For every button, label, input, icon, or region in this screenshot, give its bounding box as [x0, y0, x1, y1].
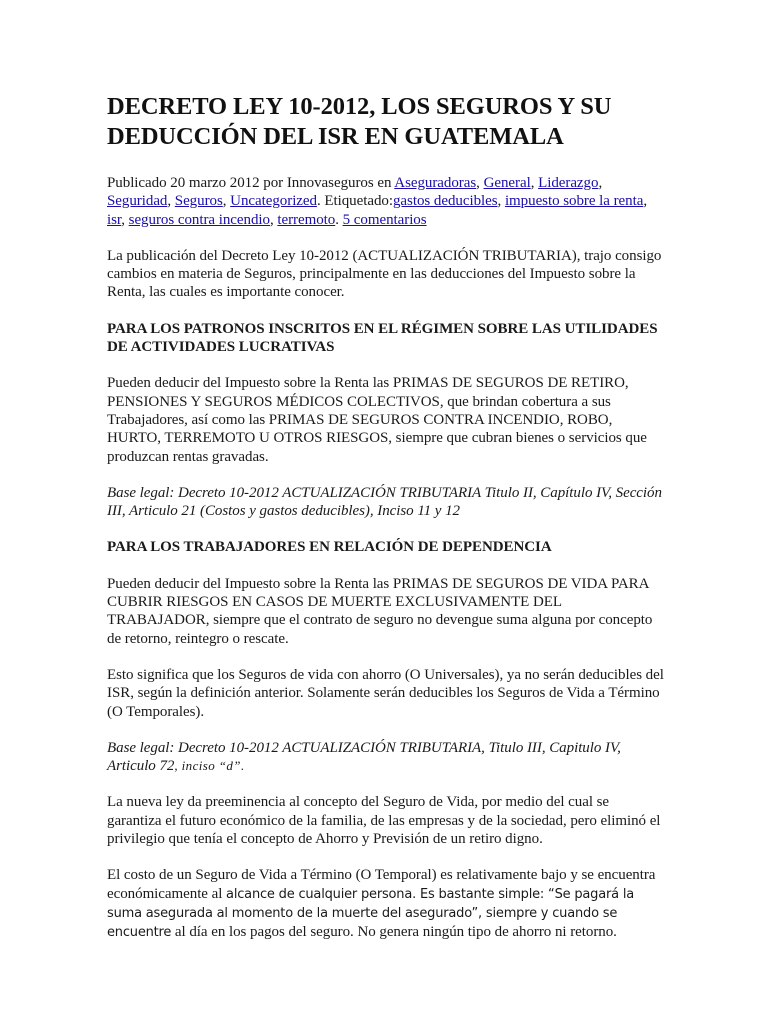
- section-heading-trabajadores: PARA LOS TRABAJADORES EN RELACIÓN DE DEPENDENCIA: [107, 539, 552, 556]
- article-title: DECRETO LEY 10-2012, LOS SEGUROS Y SU DEDUCCIÓN DEL ISR EN GUATEMALA: [107, 93, 612, 150]
- tags-label: . Etiquetado:: [316, 193, 393, 210]
- section-heading-patronos: PARA LOS PATRONOS INSCRITOS EN EL RÉGIMEN SOBRE LAS UTILIDADES DE ACTIVIDADES LUCRATIVAS: [107, 320, 658, 356]
- category-link-general[interactable]: General: [483, 175, 531, 191]
- category-link-uncategorized[interactable]: Uncategorized: [230, 193, 317, 210]
- article: [107, 92, 667, 961]
- published-info: Publicado 20 marzo 2012 por Innovaseguros en: [107, 175, 395, 191]
- closing-paragraph-2: El costo de un Seguro de Vida a Término (O Temporal) es relativamente bajo y se encuentra económicamente al alcance de cualquier persona. Es bastante simple: “Se pagará la suma asegurada al momento de la muerte del asegurado”, siempre y cuando se encuentre al día en los pagos del seguro. No genera ningún tipo de ahorro ni retorno.: [107, 867, 656, 941]
- category-link-aseguradoras[interactable]: Aseguradoras: [394, 175, 477, 191]
- tag-link-seguros-contra-incendio[interactable]: seguros contra incendio: [128, 211, 270, 228]
- tag-link-isr[interactable]: isr: [107, 211, 122, 228]
- legal-basis-trabajadores: Base legal: Decreto 10-2012 ACTUALIZACIÓN TRIBUTARIA, Titulo III, Capitulo IV, Articulo 72, inciso “d”.: [107, 739, 621, 775]
- category-link-seguridad[interactable]: Seguridad: [107, 193, 168, 210]
- category-link-liderazgo[interactable]: Liderazgo: [538, 175, 599, 191]
- meaning-paragraph: Esto significa que los Seguros de vida con ahorro (O Universales), ya no serán deducibles del ISR, según la definición anterior. Solamente serán deducibles los Seguros de Vida a Término (O Temporales).: [107, 666, 664, 720]
- tag-link-gastos-deducibles[interactable]: gastos deducibles: [392, 193, 498, 210]
- comments-link[interactable]: 5 comentarios: [342, 211, 427, 228]
- legal-basis-patronos: Base legal: Decreto 10-2012 ACTUALIZACIÓN TRIBUTARIA Titulo II, Capítulo IV, Sección III, Articulo 21 (Costos y gastos deducibles), Inciso 11 y 12: [107, 484, 662, 520]
- post-meta: Publicado 20 marzo 2012 por Innovaseguros en Aseguradoras, General, Liderazgo, Seguridad, Seguros, Uncategorized. Etiquetado:gastos deducibles, impuesto sobre la renta, isr, seguros contra incendio, terremoto. 5 comentarios: [107, 175, 648, 228]
- intro-paragraph: La publicación del Decreto Ley 10-2012 (ACTUALIZACIÓN TRIBUTARIA), trajo consigo cambios en materia de Seguros, principalmente en las deducciones del Impuesto sobre la Renta, las cuales es importante conocer.: [107, 247, 662, 301]
- patronos-paragraph: Pueden deducir del Impuesto sobre la Renta las PRIMAS DE SEGUROS DE RETIRO, PENSIONES Y SEGUROS MÉDICOS COLECTIVOS, que brindan cobertura a sus Trabajadores, así como las PRIMAS DE SEGUROS CONTRA INCENDIO, ROBO, HURTO, TERREMOTO U OTROS RIESGOS, siempre que cubran bienes o servicios que produzcan rentas gravadas.: [107, 375, 647, 465]
- trabajadores-paragraph: Pueden deducir del Impuesto sobre la Renta las PRIMAS DE SEGUROS DE VIDA PARA CUBRIR RIESGOS EN CASOS DE MUERTE EXCLUSIVAMENTE DEL TRABAJADOR, siempre que el contrato de seguro no devengue suma alguna por concepto de retorno, reintegro o rescate.: [107, 575, 653, 647]
- closing-paragraph-1: La nueva ley da preeminencia al concepto del Seguro de Vida, por medio del cual se garantiza el futuro económico de la familia, de las empresas y de la sociedad, pero eliminó el privilegio que tenía el concepto de Ahorro y Previsión de un retiro digno.: [107, 794, 661, 848]
- tag-link-impuesto-sobre-la-renta[interactable]: impuesto sobre la renta: [504, 193, 644, 210]
- category-link-seguros[interactable]: Seguros: [174, 193, 223, 210]
- tag-link-terremoto[interactable]: terremoto: [277, 211, 336, 228]
